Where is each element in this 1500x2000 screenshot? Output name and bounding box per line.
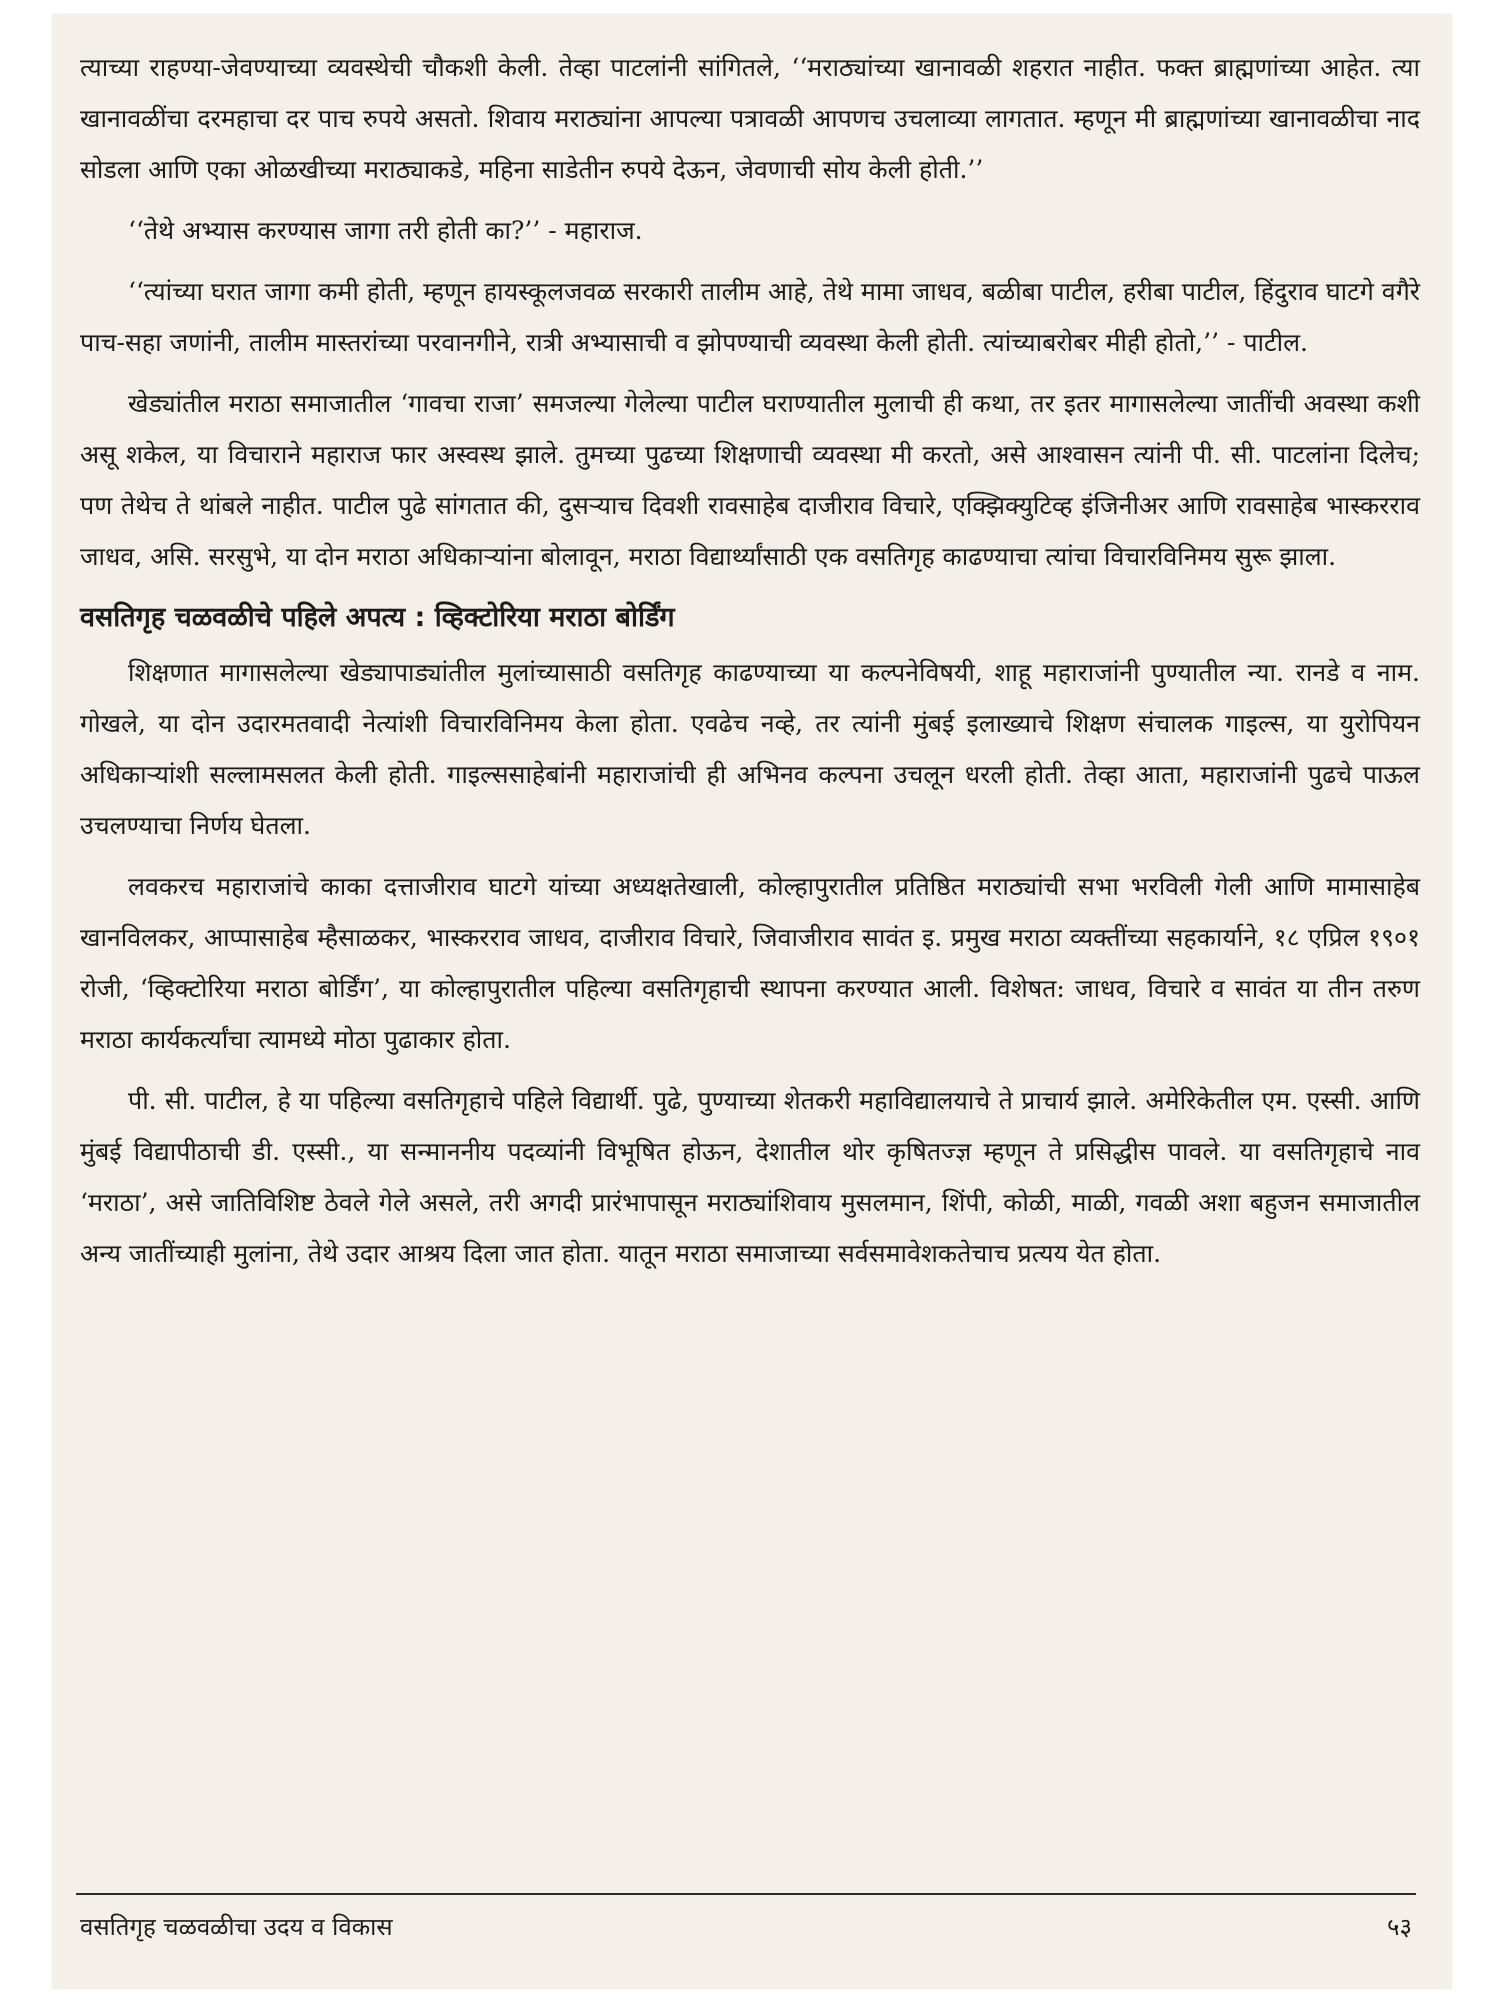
book-page bbox=[52, 14, 1452, 1989]
section-paragraph: पी. सी. पाटील, हे या पहिल्या वसतिगृहाचे पहिले विद्यार्थी. पुढे, पुण्याच्या शेतकरी महाविद्यालयाचे ते प्राचार्य झाले. अमेरिकेतील एम. एस्सी. आणि मुंबई विद्यापीठाची डी. एस्सी., या सन्माननीय पदव्यांनी विभूषित होऊन, देशातील थोर कृषितज्ज्ञ म्हणून ते प्रसिद्धीस पावले. या वसतिगृहाचे नाव ‘मराठा’, असे जातिविशिष्ट ठेवले गेले असले, तरी अगदी प्रारंभापासून मराठ्यांशिवाय मुसलमान, शिंपी, कोळी, माळी, गवळी अशा बहुजन समाजातील अन्य जातींच्याही मुलांना, तेथे उदार आश्रय दिला जात होता. यातून मराठा समाजाच्या सर्वसमावेशकतेचाच प्रत्यय येत होता. bbox=[80, 1086, 1420, 1268]
dialogue-answer: ‘‘त्यांच्या घरात जागा कमी होती, म्हणून हायस्कूलजवळ सरकारी तालीम आहे, तेथे मामा जाधव, बळीबा पाटील, हरीबा पाटील, हिंदुराव घाटगे वगैरे पाच-सहा जणांनी, तालीम मास्तरांच्या परवानगीने, रात्री अभ्यासाची व झोपण्याची व्यवस्था केली होती. त्यांच्याबरोबर मीही होतो,’’ - पाटील. bbox=[80, 277, 1420, 357]
paragraph-continued: त्याच्या राहण्या-जेवण्याच्या व्यवस्थेची चौकशी केली. तेव्हा पाटलांनी सांगितले, ‘‘मराठ्यांच्या खानावळी शहरात नाहीत. फक्त ब्राह्मणांच्या आहेत. त्या खानावळींचा दरमहाचा दर पाच रुपये असतो. शिवाय मराठ्यांना आपल्या पत्रावळी आपणच उचलाव्या लागतात. म्हणून मी ब्राह्मणांच्या खानावळीचा नाद सोडला आणि एका ओळखीच्या मराठ्याकडे, महिना साडेतीन रुपये देऊन, जेवणाची सोय केली होती.’’ bbox=[80, 53, 1420, 184]
section-paragraph: लवकरच महाराजांचे काका दत्ताजीराव घाटगे यांच्या अध्यक्षतेखाली, कोल्हापुरातील प्रतिष्ठित मराठ्यांची सभा भरविली गेली आणि मामासाहेब खानविलकर, आप्पासाहेब म्हैसाळकर, भास्करराव जाधव, दाजीराव विचारे, जिवाजीराव सावंत इ. प्रमुख मराठा व्यक्तींच्या सहकार्याने, १८ एप्रिल १९०१ रोजी, ‘व्हिक्टोरिया मराठा बोर्डिंग’, या कोल्हापुरातील पहिल्या वसतिगृहाची स्थापना करण्यात आली. विशेषत: जाधव, विचारे व सावंत या तीन तरुण मराठा कार्यकर्त्यांचा त्यामध्ये मोठा पुढाकार होता. bbox=[80, 872, 1420, 1054]
dialogue-question: ‘‘तेथे अभ्यास करण्यास जागा तरी होती का?’’ - महाराज. bbox=[128, 216, 643, 245]
section-paragraph: शिक्षणात मागासलेल्या खेड्यापाड्यांतील मुलांच्यासाठी वसतिगृह काढण्याच्या या कल्पनेविषयी, शाहू महाराजांनी पुण्यातील न्या. रानडे व नाम. गोखले, या दोन उदारमतवादी नेत्यांशी विचारविनिमय केला होता. एवढेच नव्हे, तर त्यांनी मुंबई इलाख्याचे शिक्षण संचालक गाइल्स, या युरोपियन अधिकाऱ्यांशी सल्लामसलत केली होती. गाइल्ससाहेबांनी महाराजांची ही अभिनव कल्पना उचलून धरली होती. तेव्हा आता, महाराजांनी पुढचे पाऊल उचलण्याचा निर्णय घेतला. bbox=[80, 658, 1420, 840]
page-body bbox=[80, 42, 1420, 1289]
section-heading: वसतिगृह चळवळीचे पहिले अपत्य : व्हिक्टोरिया मराठा बोर्डिंग bbox=[80, 602, 675, 633]
running-footer-title: वसतिगृह चळवळीचा उदय व विकास bbox=[80, 1913, 393, 1941]
page-number: ५३ bbox=[1387, 1913, 1412, 1941]
footer-divider bbox=[76, 1893, 1416, 1895]
paragraph: खेड्यांतील मराठा समाजातील ‘गावचा राजा’ समजल्या गेलेल्या पाटील घराण्यातील मुलाची ही कथा, तर इतर मागासलेल्या जातींची अवस्था कशी असू शकेल, या विचाराने महाराज फार अस्वस्थ झाले. तुमच्या पुढच्या शिक्षणाची व्यवस्था मी करतो, असे आश्वासन त्यांनी पी. सी. पाटलांना दिलेच; पण तेथेच ते थांबले नाहीत. पाटील पुढे सांगतात की, दुसऱ्याच दिवशी रावसाहेब दाजीराव विचारे, एक्झिक्युटिव्ह इंजिनीअर आणि रावसाहेब भास्करराव जाधव, असि. सरसुभे, या दोन मराठा अधिकाऱ्यांना बोलावून, मराठा विद्यार्थ्यांसाठी एक वसतिगृह काढण्याचा त्यांचा विचारविनिमय सुरू झाला. bbox=[80, 389, 1420, 571]
